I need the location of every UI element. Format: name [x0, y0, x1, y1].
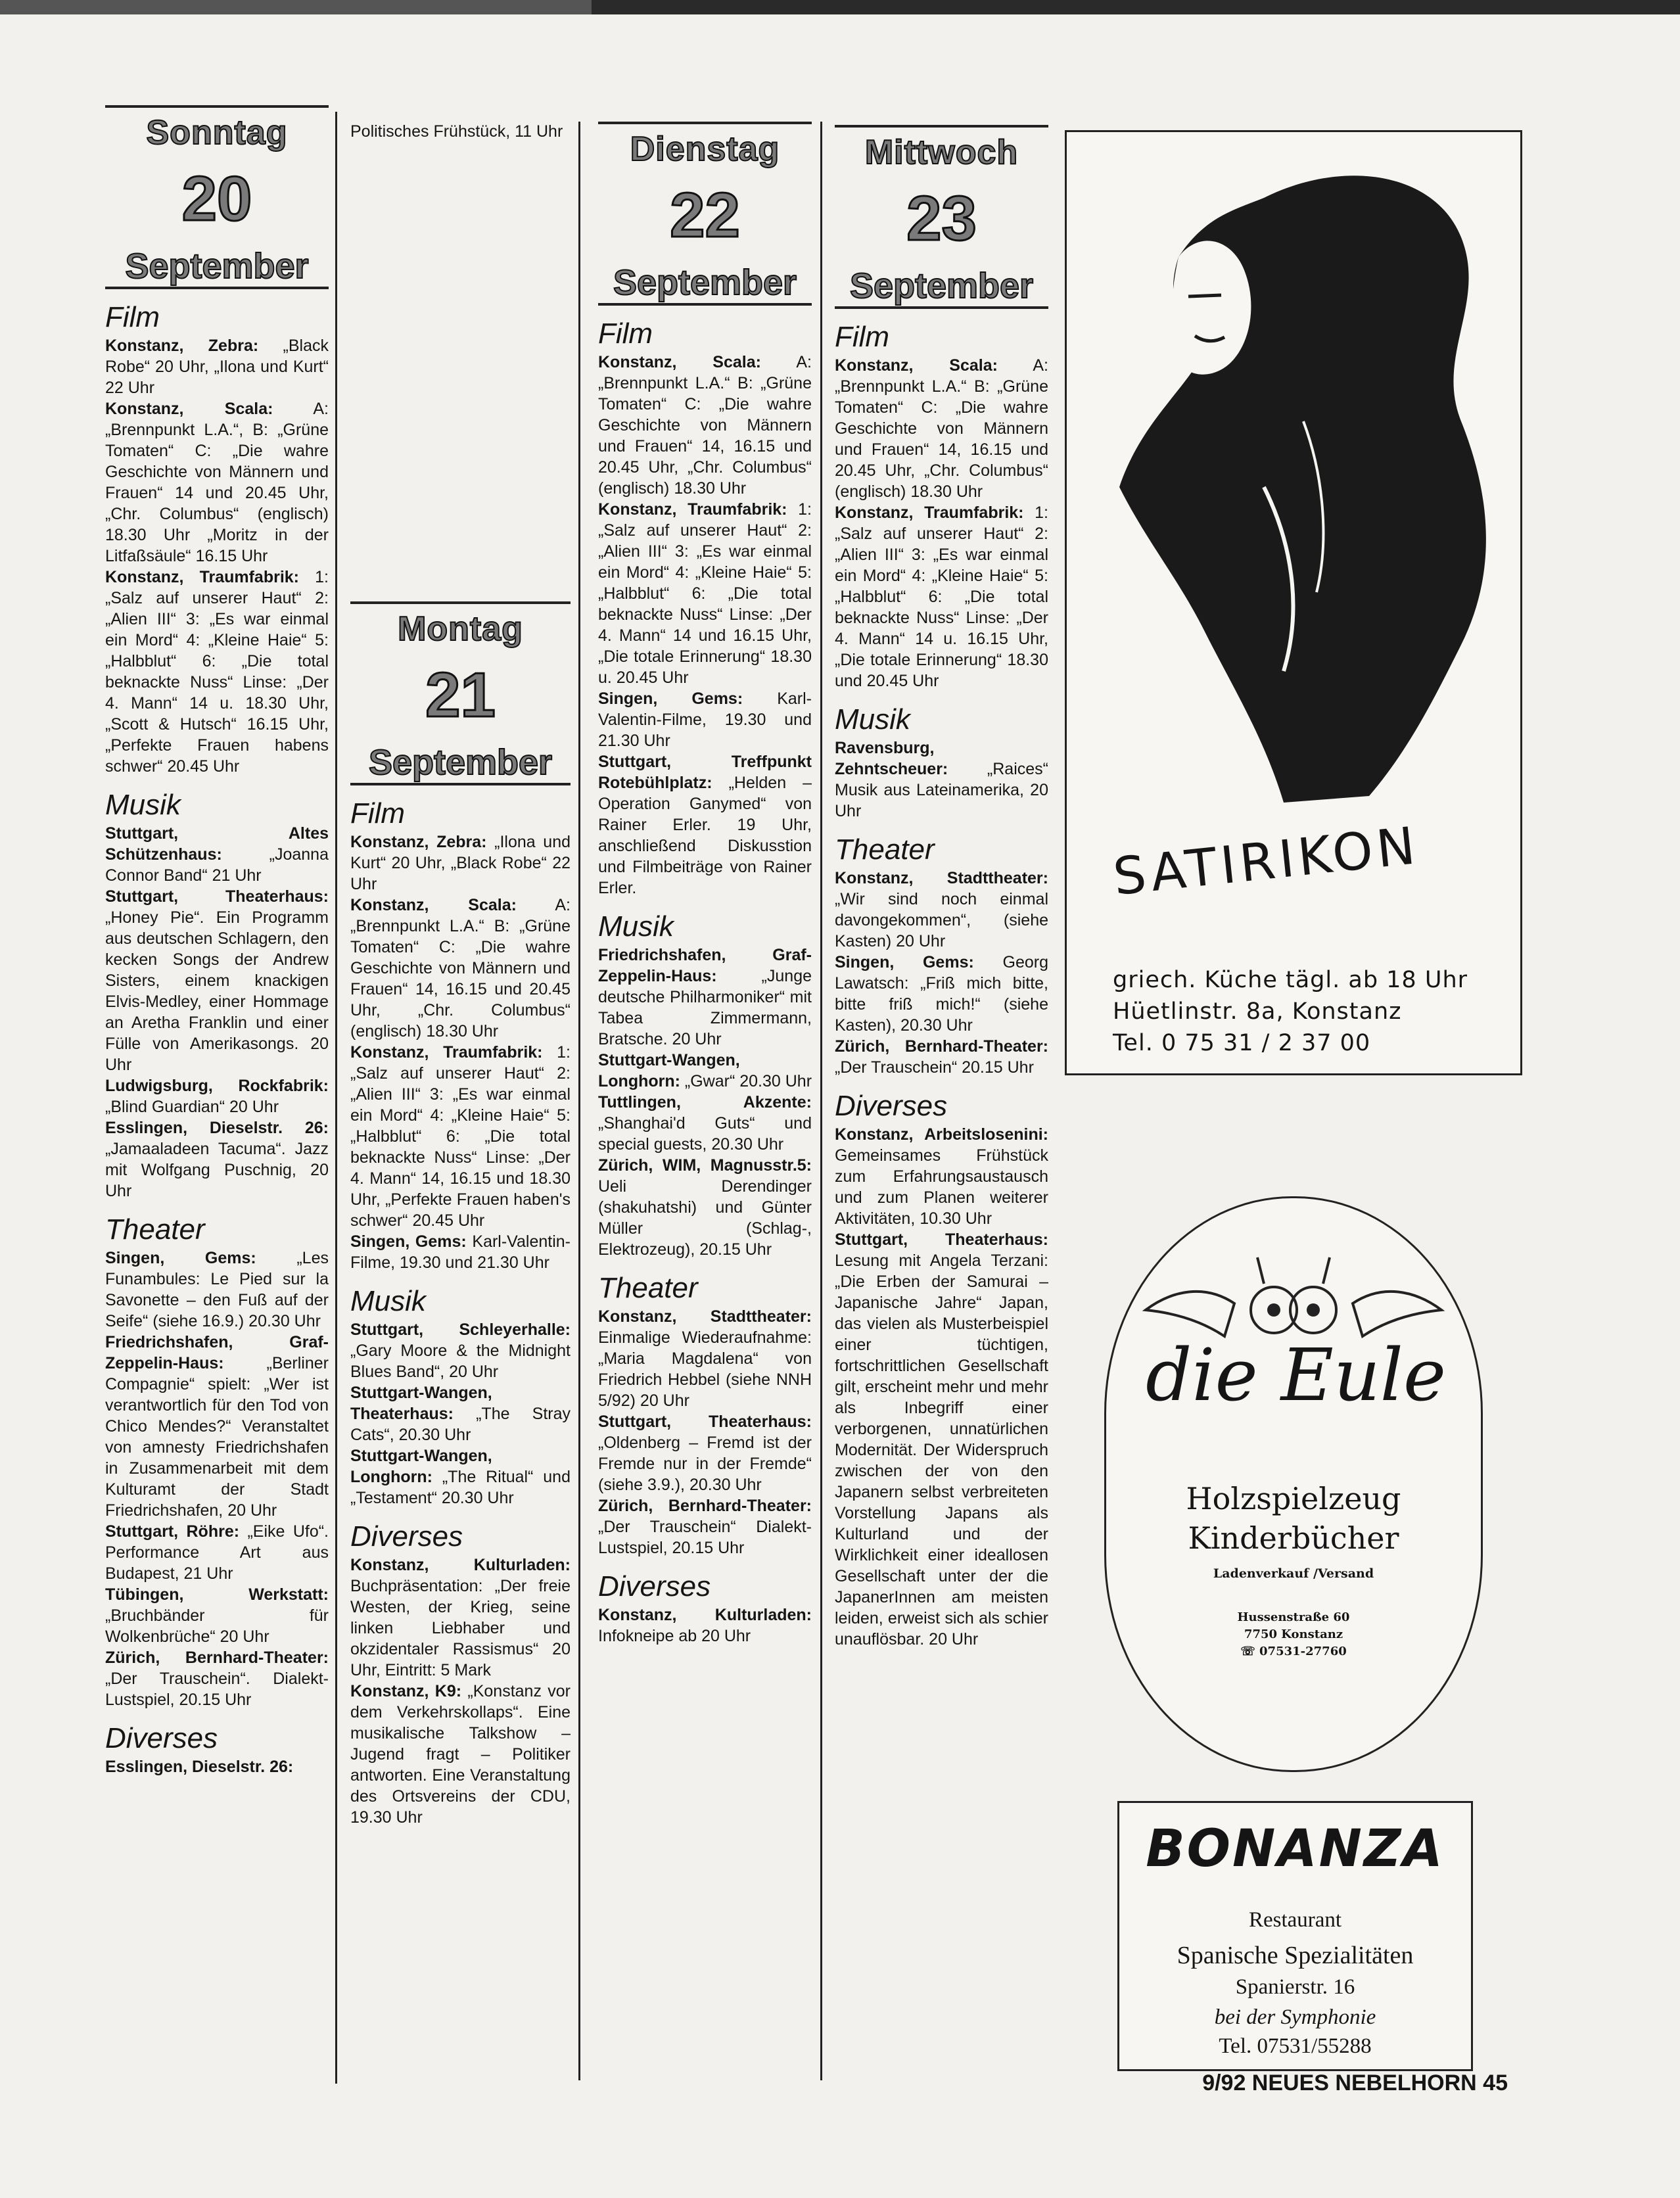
- listing-entry: [835, 1036, 1048, 1078]
- listing-text: „Jamaaladeen Tacuma“. Jazz mit Wolfgang Puschnig, 20 Uhr: [105, 1139, 329, 1200]
- listing-venue: Esslingen, Dieselstr. 26:: [105, 1757, 294, 1776]
- day-month: September: [125, 246, 309, 286]
- listing-entry: [598, 499, 812, 688]
- section-heading: Film: [105, 300, 160, 333]
- listing-entry: [350, 1319, 571, 1382]
- listing-text: „The Stray Cats“, 20.30 Uhr: [350, 1404, 571, 1444]
- listing-group: [598, 1306, 812, 1558]
- section-heading: Diverses: [105, 1721, 218, 1754]
- listing-entry: [105, 335, 329, 398]
- ad-text: griech. Küche tägl. ab 18 Uhr: [1113, 967, 1468, 993]
- column-dienstag: [598, 122, 812, 1647]
- listing-venue: Tuttlingen, Akzente:: [598, 1092, 812, 1111]
- listing-text: 1: „Salz auf unserer Haut“ 2: „Alien III“ 3: „Es war einmal ein Mord“ 4: „Kleine Haie“ 5: „Halbblut“ 6: „Die total beknackte Nuss“ Linse: „Der 4. Mann“ 14 u. 18.30 Uhr, „Scott & Hutsch“ 16.15 Uhr, „Perfekte Frauen habens schwer“ 20.45 Uhr: [105, 567, 329, 776]
- listing-entry: [598, 1050, 812, 1092]
- section-heading: Musik: [598, 910, 674, 943]
- ad-phone: Tel. 07531/55288: [1219, 2034, 1372, 2058]
- listing-entry: [350, 831, 571, 895]
- listing-venue: Stuttgart, Röhre:: [105, 1522, 240, 1541]
- listing-venue: Stuttgart, Altes Schützenhaus:: [105, 824, 329, 864]
- listing-text: „Gwar“ 20.30 Uhr: [680, 1071, 812, 1090]
- listing-text: „Der Trauschein“ 20.15 Uhr: [835, 1058, 1034, 1077]
- listing-text: Gemeinsames Frühstück zum Erfahrungsaustausch und zum Planen weiterer Aktivitäten, 10.30 Uhr: [835, 1146, 1048, 1228]
- listing-group: [350, 831, 571, 1273]
- listing-entry: [105, 1521, 329, 1584]
- day-number: 21: [425, 660, 496, 730]
- day-number: 22: [670, 180, 740, 250]
- listing-venue: Konstanz, Zebra:: [350, 832, 487, 851]
- listing-text: A: „Brennpunkt L.A.“ B: „Grüne Tomaten“ C: „Die wahre Geschichte von Männern und Frauen“ 14, 16.15 und 20.45 Uhr, „Chr. Columbus“ (englisch) 18.30 Uhr: [835, 356, 1048, 501]
- section-heading: Diverses: [598, 1570, 711, 1602]
- day-name: Montag: [398, 610, 523, 648]
- listing-group: [598, 1604, 812, 1647]
- column-divider: [820, 122, 822, 2080]
- listing-entry: [105, 1332, 329, 1521]
- listing-text: „Oldenberg – Fremd ist der Fremde nur in der Fremde“ (siehe 3.9.), 20.30 Uhr: [598, 1433, 812, 1494]
- listing-venue: Stuttgart, Theaterhaus:: [835, 1230, 1048, 1249]
- day-number: 20: [181, 164, 252, 234]
- listing-text: „Shanghai'd Guts“ und special guests, 20.30 Uhr: [598, 1113, 812, 1154]
- listing-entry: [350, 895, 571, 1042]
- listing-text: „Ilona und Kurt“ 20 Uhr, „Black Robe“ 22 Uhr: [350, 832, 571, 893]
- section-heading: Film: [598, 317, 653, 350]
- ad-phone: ☏ 07531-27760: [1240, 1645, 1347, 1658]
- listing-entry: [105, 823, 329, 886]
- listing-text: Infokneipe ab 20 Uhr: [598, 1626, 751, 1645]
- ad-bonanza: [1117, 1801, 1473, 2071]
- listing-venue: Konstanz, Arbeitslosenini:: [835, 1125, 1048, 1144]
- listing-entry: [105, 886, 329, 1075]
- listing-entry: [598, 1155, 812, 1260]
- listing-group: [598, 945, 812, 1260]
- bonanza-logo: BONANZA: [1146, 1819, 1445, 1879]
- listing-venue: Konstanz, K9:: [350, 1681, 462, 1700]
- listing-venue: Ludwigsburg, Rockfabrik:: [105, 1076, 329, 1095]
- listing-text: „Bruchbänder für Wolkenbrüche“ 20 Uhr: [105, 1606, 329, 1646]
- listing-text: „The Ritual“ und „Testament“ 20.30 Uhr: [350, 1467, 571, 1507]
- day-name: Mittwoch: [864, 133, 1019, 172]
- listing-venue: Friedrichshafen, Graf-Zeppelin-Haus:: [598, 945, 812, 985]
- listing-entry: [598, 1495, 812, 1558]
- listing-venue: Konstanz, Stadttheater:: [598, 1307, 812, 1326]
- listing-entry: [105, 1647, 329, 1710]
- listing-text: Einmalige Wiederaufnahme: „Maria Magdalena“ von Friedrich Hebbel (siehe NNH 5/92) 20 Uhr: [598, 1328, 812, 1410]
- listing-venue: Ravensburg, Zehntscheuer:: [835, 738, 948, 778]
- listing-group: [835, 737, 1048, 822]
- section-heading: Theater: [835, 833, 935, 866]
- page-footer: 9/92 NEUES NEBELHORN 45: [1202, 2070, 1508, 2095]
- listing-entry: [835, 868, 1048, 952]
- listing-venue: Konstanz, Traumfabrik:: [835, 503, 1024, 522]
- listing-entry: [598, 945, 812, 1050]
- ad-satirikon: [1065, 130, 1522, 1075]
- listing-text: 1: „Salz auf unserer Haut“ 2: „Alien III“ 3: „Es war einmal ein Mord“ 4: „Kleine Haie“ 5: „Halbblut“ 6: „Die total beknackte Nuss“ Linse: „Der 4. Mann“ 14, 16.15 und 18.30 Uhr, „Perfekte Frauen haben's schwer“ 20.45 Uhr: [350, 1042, 571, 1230]
- ad-address: Hussenstraße 60: [1237, 1610, 1350, 1624]
- listing-text: Karl-Valentin-Filme, 19.30 und 21.30 Uhr: [598, 689, 812, 750]
- listing-text: „Les Funambules: Le Pied sur la Savonette – den Fuß auf der Seife“ (siehe 16.9.) 20.30 Uhr: [105, 1248, 329, 1330]
- listing-entry: [835, 737, 1048, 822]
- listing-venue: Friedrichshafen, Graf-Zeppelin-Haus:: [105, 1332, 329, 1372]
- listing-venue: Konstanz, Scala:: [350, 895, 517, 914]
- listing-venue: Zürich, Bernhard-Theater:: [835, 1037, 1048, 1056]
- listing-entry: [835, 952, 1048, 1036]
- listing-text: „Wir sind noch einmal davongekommen“, (siehe Kasten) 20 Uhr: [835, 889, 1048, 950]
- listing-text: „Der Trauschein“. Dialekt-Lustspiel, 20.15 Uhr: [105, 1669, 329, 1709]
- listing-venue: Konstanz, Scala:: [835, 356, 998, 375]
- listing-entry: [350, 1231, 571, 1273]
- listing-entry: [598, 1306, 812, 1411]
- listing-text: 1: „Salz auf unserer Haut“ 2: „Alien III“ 3: „Es war einmal ein Mord“ 4: „Kleine Haie“ 5: „Halbblut“ 6: „Die total beknackte Nuss“ Linse: „Der 4. Mann“ 14 und 16.15 Uhr, „Die totale Erinnerung“ 18.30 u. 20.45 Uhr: [598, 500, 812, 687]
- section-heading: Musik: [350, 1284, 426, 1317]
- listing-venue: Stuttgart, Theaterhaus:: [105, 887, 329, 906]
- listing-venue: Singen, Gems:: [105, 1248, 256, 1267]
- section-heading: Diverses: [835, 1089, 948, 1122]
- listing-text: Ueli Derendinger (shakuhatshi) und Günter Müller (Schlag-, Elektrozeug), 20.15 Uhr: [598, 1177, 812, 1259]
- listing-venue: Singen, Gems:: [835, 952, 974, 971]
- listing-group: [598, 352, 812, 899]
- listing-text: A: „Brennpunkt L.A.“ B: „Grüne Tomaten“ C: „Die wahre Geschichte von Männern und Frauen“ 14, 16.15 und 20.45 Uhr, „Chr. Columbus“ (englisch) 18.30 Uhr: [350, 895, 571, 1041]
- ad-text: Spanierstr. 16: [1235, 1975, 1355, 1999]
- listing-text: „Honey Pie“. Ein Programm aus deutschen Schlagern, den kecken Songs der Andrew Sisters, einem knackigen Elvis-Medley, einer Hommage an Aretha Franklin und einer Fülle von Amerikasongs. 20 Uhr: [105, 908, 329, 1074]
- eule-logo: die Eule: [1146, 1333, 1447, 1417]
- listing-group: [105, 335, 329, 777]
- section-heading: Musik: [105, 788, 181, 821]
- section-heading: Film: [350, 797, 406, 830]
- listing-entry: [598, 1411, 812, 1495]
- section-heading: Theater: [598, 1271, 698, 1304]
- ad-text: Tel. 0 75 31 / 2 37 00: [1113, 1030, 1371, 1056]
- listing-group: [105, 1248, 329, 1710]
- day-header: [105, 105, 329, 289]
- section-heading: Diverses: [350, 1520, 463, 1553]
- listing-group: [835, 1124, 1048, 1650]
- column-montag: [350, 122, 571, 1828]
- listing-text: 1: „Salz auf unserer Haut“ 2: „Alien III“ 3: „Es war einmal ein Mord“ 4: „Kleine Haie“ 5: „Halbblut“ 6: „Die total beknackte Nuss“ Linse: „Der 4. Mann“ 14 u. 16.15 Uhr, „Die totale Erinnerung“ 18.30 und 20.45 Uhr: [835, 503, 1048, 690]
- day-month: September: [368, 742, 553, 782]
- listing-text: „Raices“ Musik aus Lateinamerika, 20 Uhr: [835, 759, 1048, 820]
- day-number: 23: [906, 183, 977, 254]
- listing-venue: Stuttgart, Treffpunkt Rotebühlplatz:: [598, 752, 812, 792]
- listing-entry: [598, 352, 812, 499]
- satirikon-logo: SATIRIKON: [1110, 816, 1422, 908]
- listing-text: Lesung mit Angela Terzani: „Die Erben der Samurai – Japanische Jahre“ Japan, das vielen als Musterbeispiel einer tüchtigen, fortschrittlichen Gesellschaft gilt, erscheint mehr und mehr als Inbegriff einer verborgenen, unnatürlichen Modernität. Der Widerspruch zwischen der von den Japanern selbst verbreiteten Vorstellung Japans als Kulturland und der Wirklichkeit einer ideallosen Gesellschaft unter der die JapanerInnen am meisten leiden, erweist sich als schier unauflösbar. 20 Uhr: [835, 1251, 1048, 1648]
- listing-text: „Konstanz vor dem Verkehrskollaps“. Eine musikalische Talkshow – Jugend fragt – Politiker antworten. Eine Veranstaltung des Ortsvereins der CDU, 19.30 Uhr: [350, 1681, 571, 1827]
- ad-text: Holzspielzeug: [1186, 1481, 1401, 1516]
- day-header: [350, 601, 571, 785]
- listing-entry: [105, 1584, 329, 1647]
- listing-group: [835, 868, 1048, 1078]
- scan-edge-gray: [0, 0, 592, 14]
- listing-venue: Zürich, Bernhard-Theater:: [598, 1496, 812, 1515]
- day-month: September: [613, 262, 797, 302]
- ad-text: bei der Symphonie: [1214, 2005, 1376, 2029]
- ad-die-eule: [1104, 1196, 1483, 1772]
- listing-text: „Joanna Connor Band“ 21 Uhr: [105, 845, 329, 885]
- listing-text: A: „Brennpunkt L.A.“ B: „Grüne Tomaten“ C: „Die wahre Geschichte von Männern und Frauen“ 14, 16.15 und 20.45 Uhr, „Chr. Columbus“ (englisch) 18.30 Uhr: [598, 352, 812, 498]
- ad-text: Spanische Spezialitäten: [1177, 1942, 1414, 1969]
- listing-entry: [598, 688, 812, 751]
- day-name: Dienstag: [630, 130, 780, 168]
- listing-entry: [105, 398, 329, 567]
- listing-entry: [598, 1604, 812, 1647]
- listing-venue: Konstanz, Traumfabrik:: [105, 567, 300, 586]
- listing-venue: Konstanz, Traumfabrik:: [350, 1042, 543, 1062]
- day-name: Sonntag: [146, 114, 288, 152]
- ad-text: Kinderbücher: [1188, 1520, 1399, 1556]
- ad-text: Hüetlinstr. 8a, Konstanz: [1113, 998, 1402, 1025]
- listing-entry: [835, 1229, 1048, 1650]
- listing-entry: [105, 567, 329, 777]
- listing-entry: [350, 1042, 571, 1231]
- section-heading: Musik: [835, 703, 910, 736]
- day-header: [835, 125, 1048, 309]
- listing-text: Buchpräsentation: „Der freie Westen, der Krieg, seine linken Liebhaber und okzidentaler Rassismus“ 20 Uhr, Eintritt: 5 Mark: [350, 1576, 571, 1679]
- listing-group: [350, 1319, 571, 1508]
- ad-text: Restaurant: [1248, 1908, 1342, 1932]
- listing-entry: [835, 502, 1048, 691]
- listing-venue: Zürich, WIM, Magnusstr.5:: [598, 1156, 812, 1175]
- listing-text: Georg Lawatsch: „Friß mich bitte, bitte friß mich!“ (siehe Kasten), 20.30 Uhr: [835, 952, 1048, 1035]
- listing-entry: [350, 1555, 571, 1681]
- listing-entry: [105, 1756, 329, 1777]
- listing-venue: Konstanz, Scala:: [105, 399, 273, 418]
- day-month: September: [849, 266, 1034, 306]
- listing-venue: Konstanz, Scala:: [598, 352, 761, 371]
- listing-text: „Gary Moore & the Midnight Blues Band“, 20 Uhr: [350, 1341, 571, 1381]
- listing-venue: Singen, Gems:: [598, 689, 743, 708]
- listing-venue: Stuttgart, Theaterhaus:: [598, 1412, 812, 1431]
- listing-entry: [105, 1248, 329, 1332]
- listing-venue: Konstanz, Kulturladen:: [598, 1605, 812, 1624]
- section-heading: Theater: [105, 1213, 205, 1246]
- ad-address: 7750 Konstanz: [1244, 1627, 1343, 1641]
- day-header: [598, 122, 812, 306]
- listing-venue: Stuttgart-Wangen, Theaterhaus:: [350, 1383, 492, 1423]
- listing-venue: Esslingen, Dieselstr. 26:: [105, 1118, 329, 1137]
- continued-listing: Politisches Frühstück, 11 Uhr: [350, 122, 563, 141]
- listing-group: [835, 355, 1048, 691]
- listing-text: „Junge deutsche Philharmoniker“ mit Tabea Zimmermann, Bratsche. 20 Uhr: [598, 966, 812, 1048]
- listing-group: [350, 1555, 571, 1828]
- listing-entry: [105, 1117, 329, 1202]
- listing-text: „Black Robe“ 20 Uhr, „Ilona und Kurt“ 22 Uhr: [105, 336, 329, 397]
- listing-text: „Helden – Operation Ganymed“ von Rainer Erler. 19 Uhr, anschließend Diskusstion und Filmbeiträge von Rainer Erler.: [598, 773, 812, 897]
- listing-entry: [598, 751, 812, 899]
- listing-venue: Tübingen, Werkstatt:: [105, 1585, 329, 1604]
- column-sonntag: [105, 105, 329, 1777]
- satirikon-illustration: [1067, 145, 1520, 829]
- listing-text: Karl-Valentin-Filme, 19.30 und 21.30 Uhr: [350, 1232, 571, 1272]
- listing-entry: [835, 355, 1048, 502]
- listing-entry: [105, 1075, 329, 1117]
- listing-venue: Konstanz, Zebra:: [105, 336, 259, 355]
- listing-entry: [835, 1124, 1048, 1229]
- listing-text: „Blind Guardian“ 20 Uhr: [105, 1097, 279, 1116]
- listing-venue: Singen, Gems:: [350, 1232, 467, 1251]
- column-divider: [578, 122, 580, 2080]
- listing-entry: [350, 1681, 571, 1828]
- listing-text: „Eike Ufo“. Performance Art aus Budapest, 21 Uhr: [105, 1522, 329, 1583]
- ad-text: Ladenverkauf /Versand: [1213, 1566, 1374, 1581]
- listing-venue: Stuttgart, Schleyerhalle:: [350, 1320, 571, 1339]
- listing-entry: [350, 1445, 571, 1508]
- listing-venue: Zürich, Bernhard-Theater:: [105, 1648, 329, 1667]
- listing-group: [105, 823, 329, 1202]
- listing-group: [105, 1756, 329, 1777]
- listing-text: A: „Brennpunkt L.A.“, B: „Grüne Tomaten“ C: „Die wahre Geschichte von Männern und Frauen“ 14 und 20.45 Uhr, „Chr. Columbus“ (englisch) 18.30 Uhr „Moritz in der Litfaßsäule“ 16.15 Uhr: [105, 399, 329, 565]
- listing-venue: Stuttgart-Wangen, Longhorn:: [598, 1050, 740, 1090]
- section-heading: Film: [835, 320, 890, 353]
- listing-text: „Berliner Compagnie“ spielt: „Wer ist verantwortlich für den Tod von Chico Mendes?“ Veranstaltet von amnesty Friedrichshafen in Zusammenarbeit mit dem Kulturamt der Stadt Friedrichshafen, 20 Uhr: [105, 1353, 329, 1520]
- listing-text: „Der Trauschein“ Dialekt-Lustspiel, 20.15 Uhr: [598, 1517, 812, 1557]
- listing-venue: Konstanz, Traumfabrik:: [598, 500, 787, 519]
- column-mittwoch: [835, 125, 1048, 1650]
- column-divider: [335, 112, 337, 2084]
- listing-venue: Konstanz, Kulturladen:: [350, 1555, 571, 1574]
- listing-entry: [350, 1382, 571, 1445]
- listing-venue: Stuttgart-Wangen, Longhorn:: [350, 1446, 492, 1486]
- listing-venue: Konstanz, Stadttheater:: [835, 868, 1048, 887]
- listing-entry: [598, 1092, 812, 1155]
